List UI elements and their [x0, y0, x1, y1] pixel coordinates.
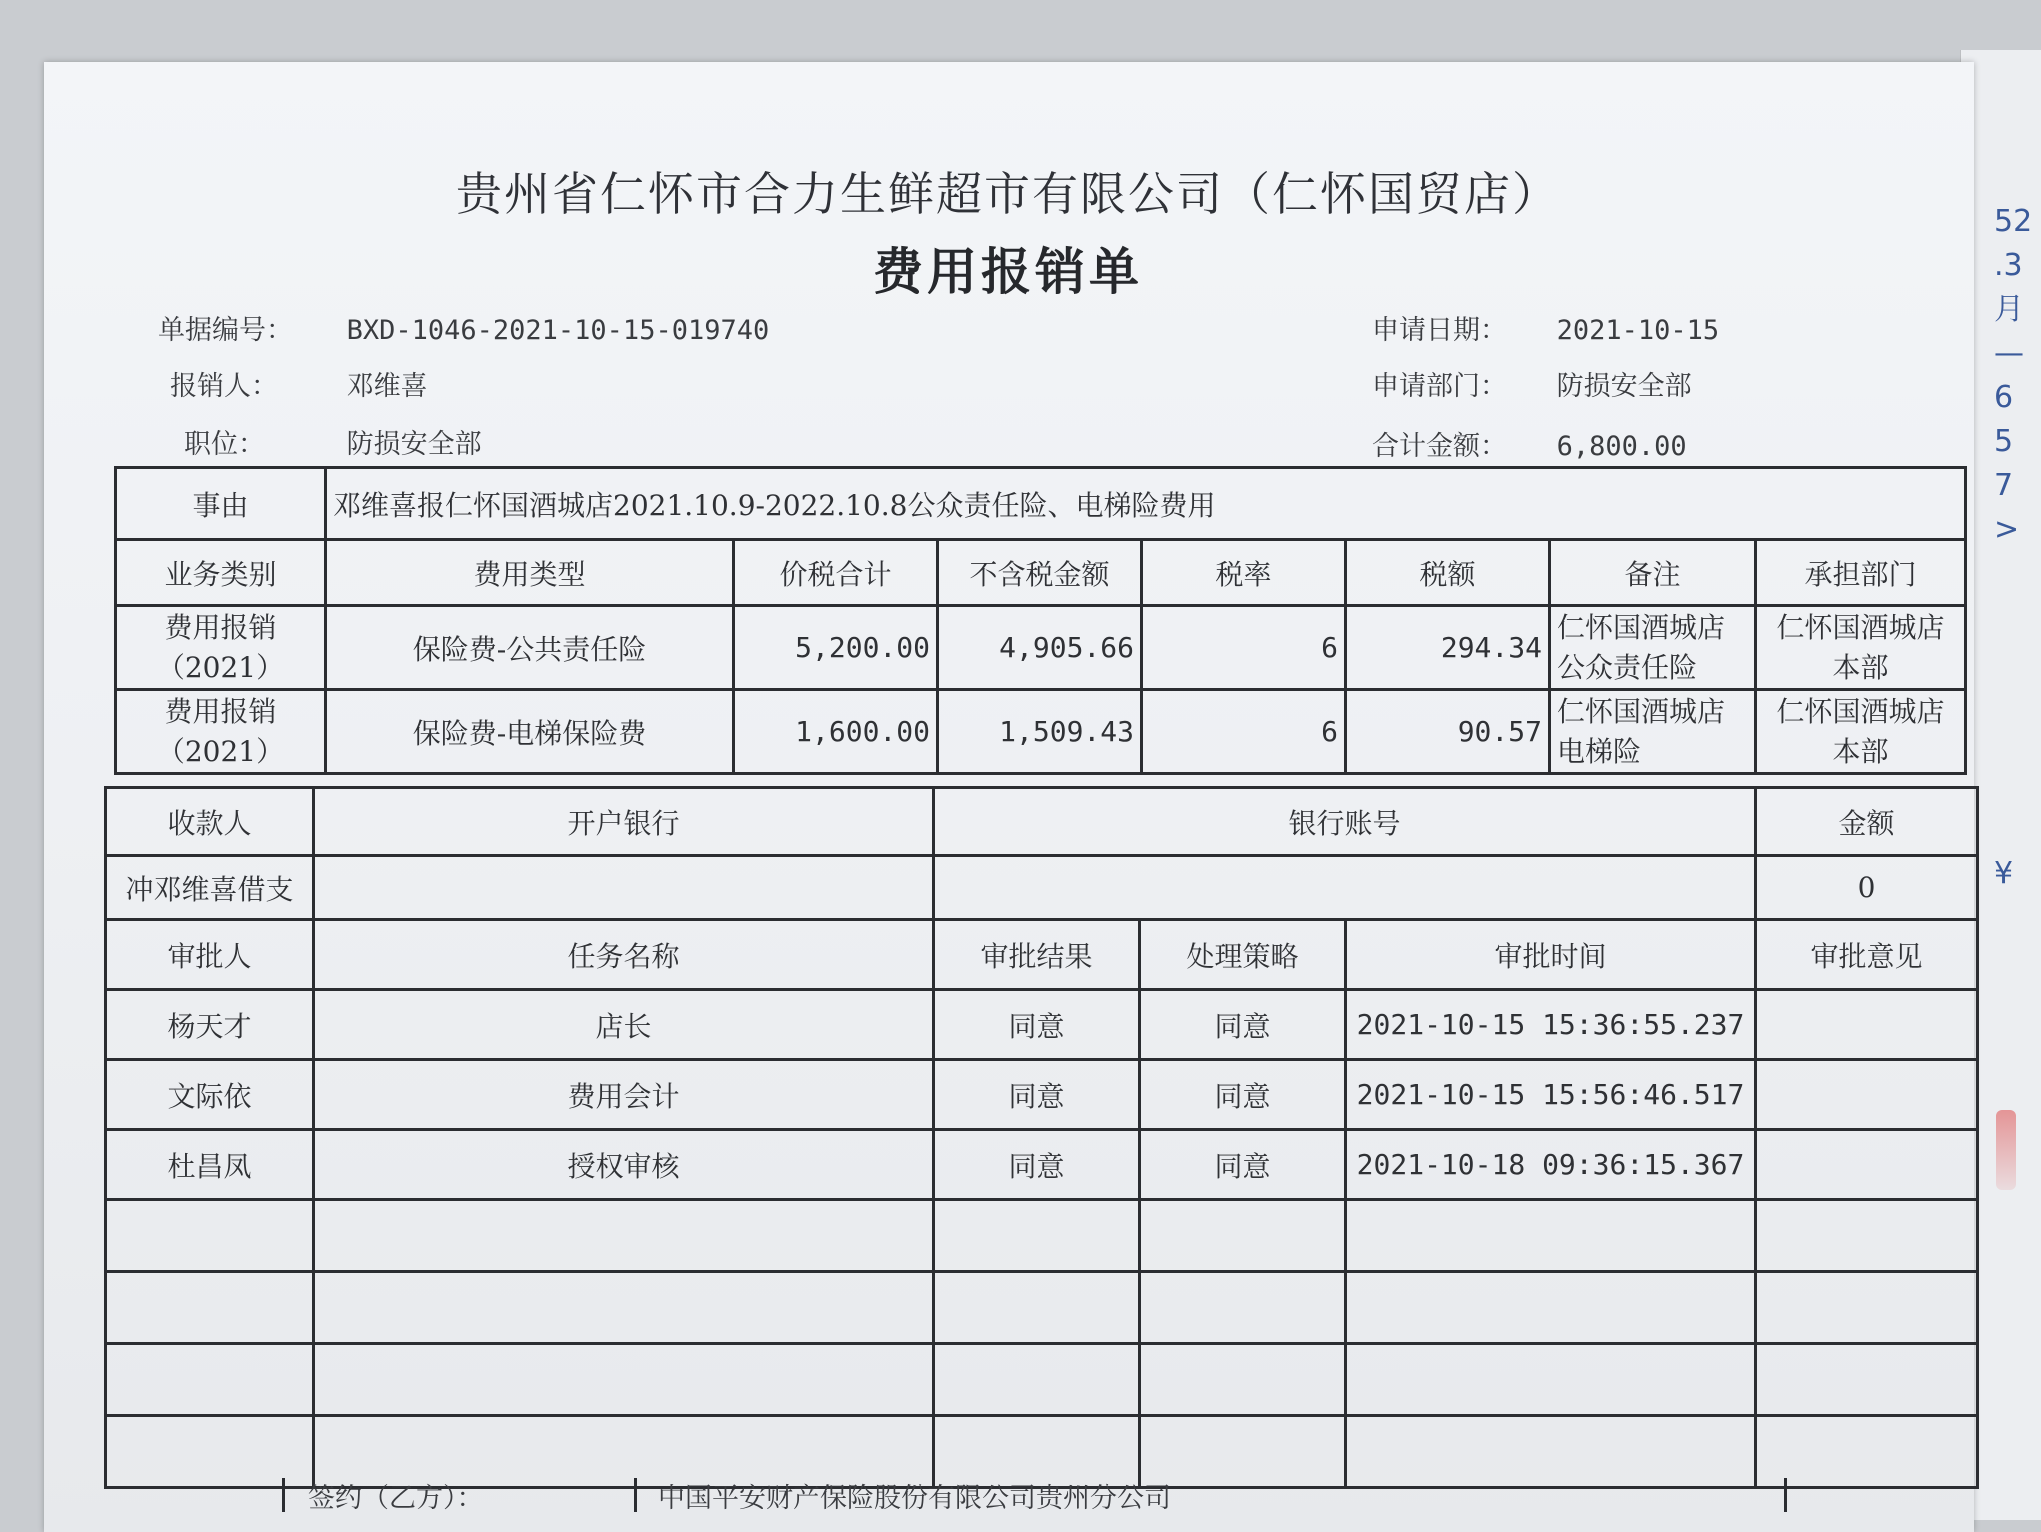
sign-label: 签约（乙方）：	[308, 1483, 484, 1514]
doc-no-value: BXD-1046-2021-10-15-019740	[346, 315, 770, 346]
company-title: 贵州省仁怀市合力生鲜超市有限公司（仁怀国贸店）	[456, 167, 1560, 221]
dept-value: 防损安全部	[1556, 371, 1692, 402]
row-category: 费用报销（2021）	[116, 606, 326, 690]
reason-row	[116, 468, 1966, 540]
position-value: 防损安全部	[346, 429, 482, 460]
apply-date-row	[1372, 308, 1719, 347]
row-type: 保险费-电梯保险费	[326, 690, 734, 774]
expense-header-row	[116, 540, 1966, 606]
approval-result: 同意	[934, 1060, 1140, 1130]
row-net: 1,509.43	[938, 690, 1142, 774]
approval-time: 2021-10-18 09:36:15.367	[1346, 1130, 1756, 1200]
table-row	[106, 990, 1978, 1060]
claimant-row	[170, 364, 428, 403]
row-net: 4,905.66	[938, 606, 1142, 690]
payee-amount: 0	[1756, 856, 1978, 920]
table-row	[116, 690, 1966, 774]
approver-name: 文际依	[106, 1060, 314, 1130]
approval-time: 2021-10-15 15:36:55.237	[1346, 990, 1756, 1060]
col-net: 不含税金额	[938, 540, 1142, 606]
edge-char: 月	[1994, 292, 2024, 327]
row-dept: 仁怀国酒城店本部	[1756, 690, 1966, 774]
apply-date-label: 申请日期：	[1372, 315, 1507, 346]
payee-header-row	[106, 788, 1978, 856]
payee-row	[106, 856, 1978, 920]
edge-marks	[1994, 200, 2033, 896]
payee-account	[934, 856, 1756, 920]
edge-char: 52	[1994, 204, 2033, 239]
approval-opinion	[1756, 1060, 1978, 1130]
edge-char: 6	[1994, 380, 2014, 415]
col-strategy: 处理策略	[1140, 920, 1346, 990]
edge-char: 7	[1994, 468, 2014, 503]
col-opinion: 审批意见	[1756, 920, 1978, 990]
approver-name: 杜昌凤	[106, 1130, 314, 1200]
row-tax: 90.57	[1346, 690, 1550, 774]
edge-char: ¥	[1994, 856, 2014, 891]
empty-row	[106, 1200, 1978, 1272]
edge-char: —	[1994, 336, 2024, 371]
task-name: 费用会计	[314, 1060, 934, 1130]
approval-strategy: 同意	[1140, 1060, 1346, 1130]
expense-table	[114, 466, 1967, 775]
doc-no-label: 单据编号：	[158, 315, 293, 346]
dept-label: 申请部门：	[1372, 371, 1507, 402]
row-note: 仁怀国酒城店公众责任险	[1550, 606, 1756, 690]
task-name: 授权审核	[314, 1130, 934, 1200]
footer-divider	[1784, 1478, 1787, 1512]
approval-strategy: 同意	[1140, 1130, 1346, 1200]
edge-char: .3	[1994, 248, 2023, 283]
table-row	[116, 606, 1966, 690]
reason-value: 邓维喜报仁怀国酒城店2021.10.9-2022.10.8公众责任险、电梯险费用	[326, 468, 1966, 540]
payee-name: 冲邓维喜借支	[106, 856, 314, 920]
approval-strategy: 同意	[1140, 990, 1346, 1060]
row-rate: 6	[1142, 690, 1346, 774]
row-tax: 294.34	[1346, 606, 1550, 690]
col-rate: 税率	[1142, 540, 1346, 606]
approval-opinion	[1756, 1130, 1978, 1200]
payee-bank	[314, 856, 934, 920]
row-total: 5,200.00	[734, 606, 938, 690]
position-label: 职位：	[184, 429, 265, 460]
row-category: 费用报销（2021）	[116, 690, 326, 774]
approver-name: 杨天才	[106, 990, 314, 1060]
empty-row	[106, 1272, 1978, 1344]
row-dept: 仁怀国酒城店本部	[1756, 606, 1966, 690]
task-name: 店长	[314, 990, 934, 1060]
col-result: 审批结果	[934, 920, 1140, 990]
col-task: 任务名称	[314, 920, 934, 990]
edge-char: >	[1994, 512, 2020, 547]
approval-result: 同意	[934, 990, 1140, 1060]
col-dept: 承担部门	[1756, 540, 1966, 606]
footer-divider	[282, 1478, 285, 1512]
col-payee: 收款人	[106, 788, 314, 856]
red-ink-mark	[1996, 1110, 2016, 1190]
sign-value: 中国平安财产保险股份有限公司贵州分公司	[658, 1483, 1171, 1514]
row-type: 保险费-公共责任险	[326, 606, 734, 690]
footer-divider	[634, 1478, 637, 1512]
reason-label: 事由	[116, 468, 326, 540]
col-account: 银行账号	[934, 788, 1756, 856]
row-rate: 6	[1142, 606, 1346, 690]
col-note: 备注	[1550, 540, 1756, 606]
dept-row	[1372, 364, 1692, 403]
col-approver: 审批人	[106, 920, 314, 990]
table-row	[106, 1060, 1978, 1130]
form-title: 费用报销单	[873, 242, 1143, 301]
position-row	[184, 422, 482, 461]
claimant-value: 邓维喜	[346, 371, 428, 402]
approval-time: 2021-10-15 15:56:46.517	[1346, 1060, 1756, 1130]
col-tax: 税额	[1346, 540, 1550, 606]
table-row	[106, 1130, 1978, 1200]
doc-no-row	[158, 308, 769, 347]
claimant-label: 报销人：	[170, 371, 278, 402]
col-type: 费用类型	[326, 540, 734, 606]
col-total: 价税合计	[734, 540, 938, 606]
empty-row	[106, 1344, 1978, 1416]
approval-table	[104, 786, 1979, 1489]
edge-char: 5	[1994, 424, 2014, 459]
total-value: 6,800.00	[1556, 431, 1687, 462]
approval-header-row	[106, 920, 1978, 990]
row-note: 仁怀国酒城店电梯险	[1550, 690, 1756, 774]
col-category: 业务类别	[116, 540, 326, 606]
approval-result: 同意	[934, 1130, 1140, 1200]
col-amount: 金额	[1756, 788, 1978, 856]
col-bank: 开户银行	[314, 788, 934, 856]
row-total: 1,600.00	[734, 690, 938, 774]
approval-opinion	[1756, 990, 1978, 1060]
apply-date-value: 2021-10-15	[1556, 315, 1720, 346]
total-row	[1372, 424, 1687, 463]
col-time: 审批时间	[1346, 920, 1756, 990]
total-label: 合计金额：	[1372, 431, 1507, 462]
